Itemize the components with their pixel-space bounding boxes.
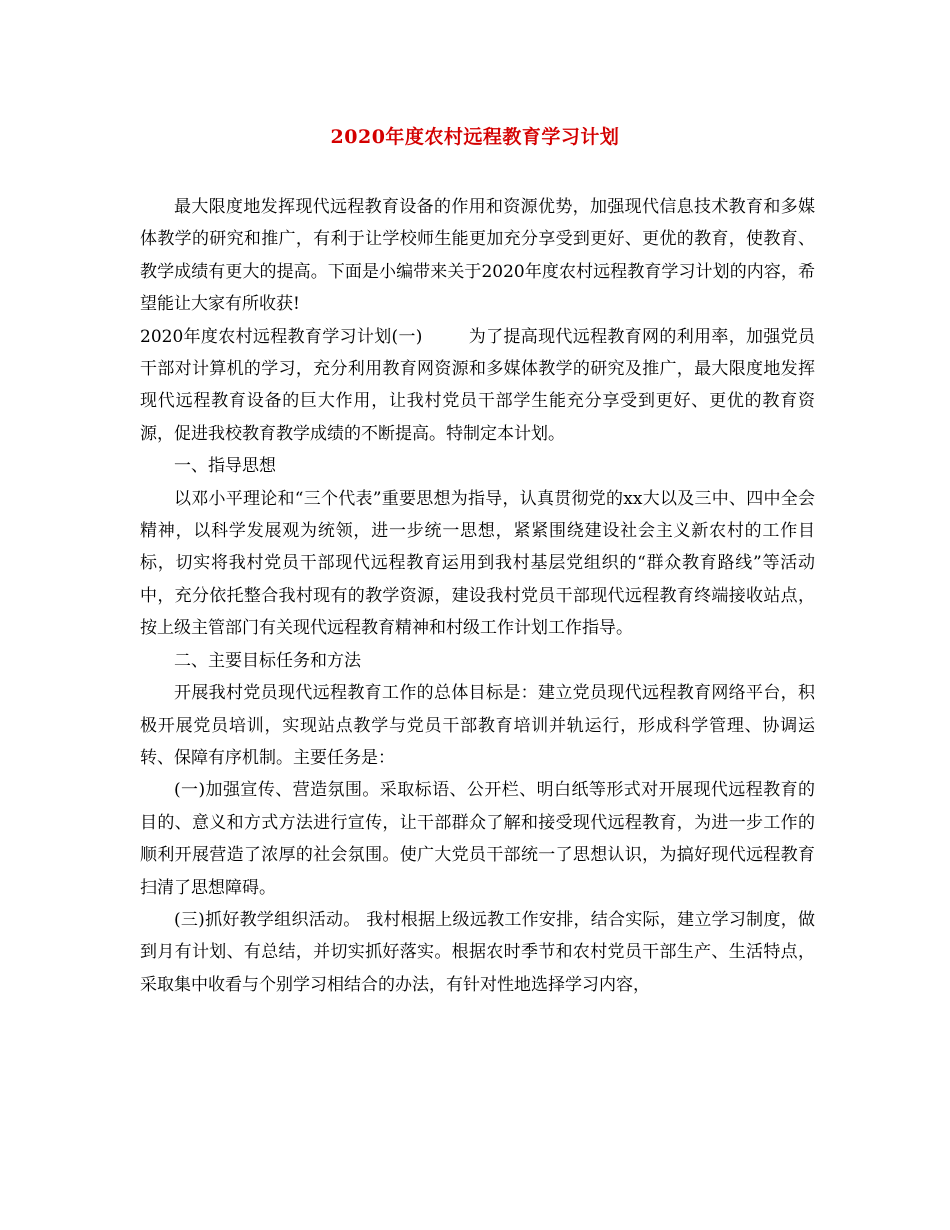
section-body-main-goals: 开展我村党员现代远程教育工作的总体目标是：建立党员现代远程教育网络平台，积极开展党员培训，实现站点教学与党员干部教育培训并轨运行，形成科学管理、协调运转、保障有序机制。主要任务是： xyxy=(140,683,815,768)
section-heading-guiding-ideology: 一、指导思想 xyxy=(174,456,276,477)
section-body-guiding-ideology: 以邓小平理论和“三个代表”重要思想为指导，认真贯彻党的xx大以及三中、四中全会精神，以科学发展观为统领，进一步统一思想，紧紧围绕建设社会主义新农村的工作目标，切实将我村党员干部现代远程教育运用到我村基层党组织的“群众教育路线”等活动中，充分依托整合我村现有的教学资源，建设我村党员干部现代远程教育终端接收站点，按上级主管部门有关现代远程教育精神和村级工作计划工作指导。 xyxy=(140,488,815,639)
section-heading-main-goals: 二、主要目标任务和方法 xyxy=(174,650,361,671)
document-title: 2020年度农村远程教育学习计划 xyxy=(330,126,620,148)
plan-intro: 为了提高现代远程教育网的利用率，加强党员干部对计算机的学习，充分利用教育网资源和多媒体教学的研究及推广，最大限度地发挥现代远程教育设备的巨大作用，让我村党员干部学生能充分享受到更好、更优的教育资源，促进我校教育教学成绩的不断提高。特制定本计划。 xyxy=(140,326,816,444)
task-paragraph-teaching: (三)抓好教学组织活动。 我村根据上级远教工作安排，结合实际，建立学习制度，做到月有计划、有总结，并切实抓好落实。根据农时季节和农村党员干部生产、生活特点，采取集中收看与个别学习相结合的办法，有针对性地选择学习内容， xyxy=(140,909,815,995)
plan-heading: 2020年度农村远程教育学习计划(一) xyxy=(140,326,423,347)
plan-paragraph xyxy=(140,321,815,451)
task-paragraph-publicity: (一)加强宣传、营造氛围。采取标语、公开栏、明白纸等形式对开展现代远程教育的目的、意义和方式方法进行宣传，让干部群众了解和接受现代远程教育，为进一步工作的顺利开展营造了浓厚的社会氛围。使广大党员干部统一了思想认识，为搞好现代远程教育扫清了思想障碍。 xyxy=(140,780,815,898)
intro-paragraph: 最大限度地发挥现代远程教育设备的作用和资源优势，加强现代信息技术教育和多媒体教学的研究和推广，有利于让学校师生能更加充分享受到更好、更优的教育，使教育、教学成绩有更大的提高。下面是小编带来关于2020年度农村远程教育学习计划的内容，希望能让大家有所收获! xyxy=(140,197,815,315)
document-body xyxy=(140,191,815,1001)
